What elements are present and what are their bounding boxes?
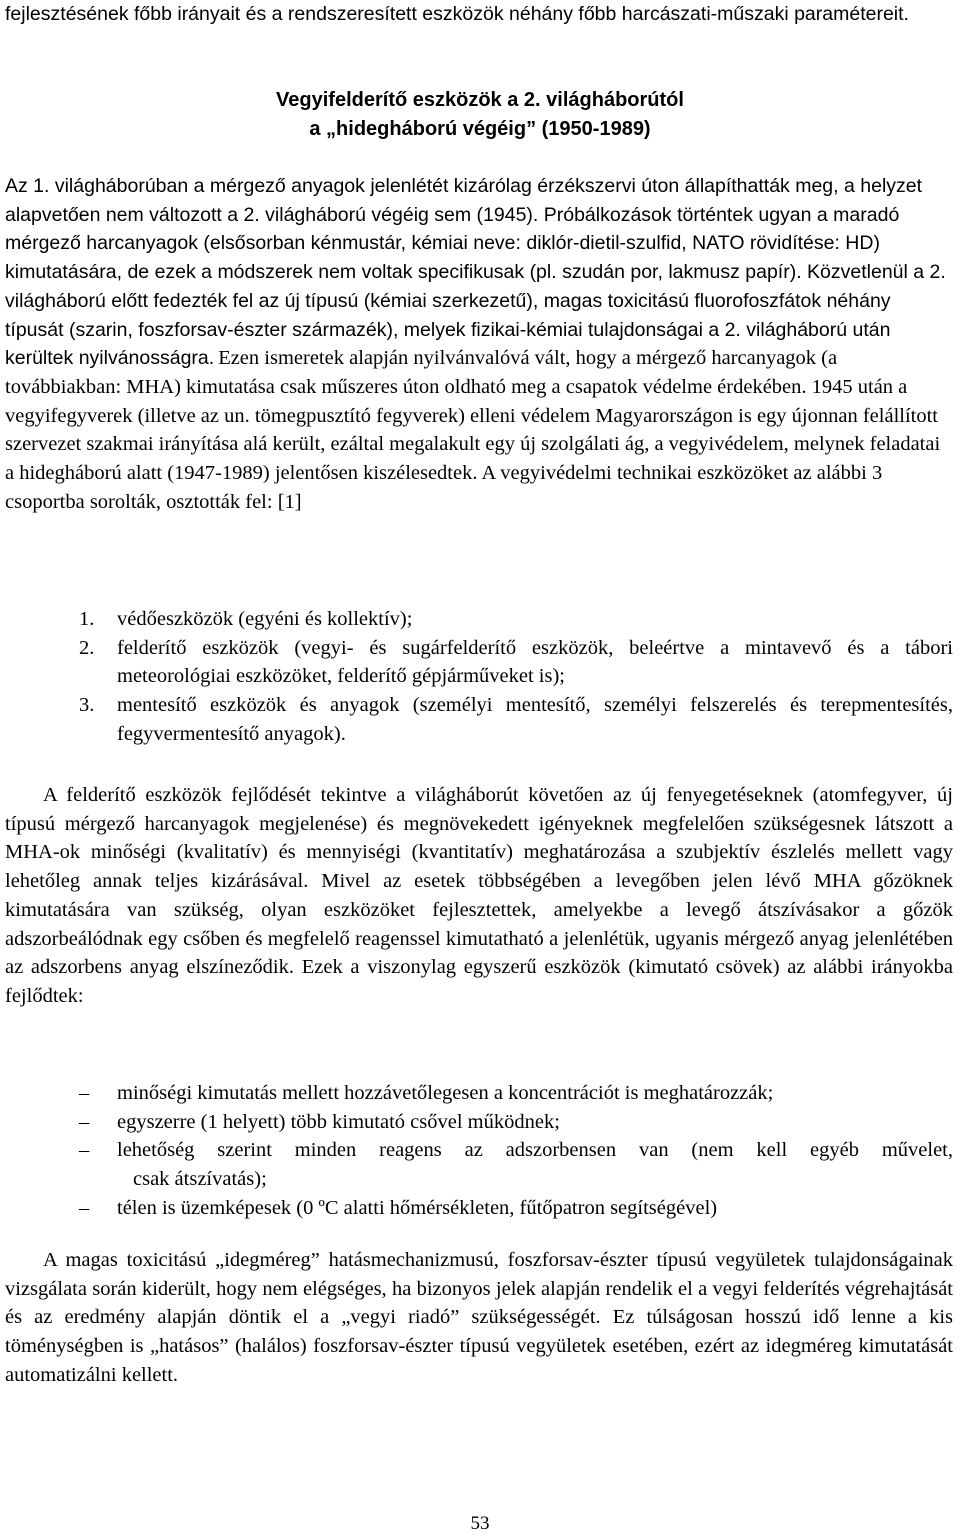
list-item-continuation: csak átszívatás); — [133, 1168, 267, 1191]
numbered-list — [5, 605, 953, 749]
section-heading — [0, 86, 960, 143]
list-item-text: mentesítő eszközök és anyagok (személyi mentesítő, személyi felszerelés és terepmentesítés, fegyvermentesítő anyagok). — [117, 694, 953, 745]
dash-bullet: – — [79, 1196, 90, 1219]
list-item — [5, 634, 953, 691]
list-item-number: 3. — [79, 694, 95, 717]
page-number: 53 — [470, 1513, 490, 1534]
paragraph-1 — [5, 172, 953, 516]
heading-line-2: a „hidegháború végéig” (1950-1989) — [309, 117, 651, 140]
list-item-text: lehetőség szerint minden reagens az adszorbensen van (nem kell egyéb művelet, — [117, 1139, 953, 1162]
paragraph-3: A magas toxicitású „idegméreg” hatásmechanizmusú, foszforsav-észter típusú vegyületek tulajdonságainak vizsgálata során kiderült, hogy nem elégséges, ha bizonyos jelek alapján rendelik el a vegyi felderítés végrehajtását és az eredmény alapján döntik el a „vegyi riadó” szükségességét. Ez túlságosan hosszú idő lenne a kis töménységben is „hatásos” (halálos) foszforsav-észter típusú vegyületek esetében, ezért az idegméreg kimutatását automatizálni kellett. — [5, 1249, 953, 1386]
dash-bullet: – — [79, 1082, 90, 1104]
list-item-text: egyszerre (1 helyett) több kimutató csővel működnek; — [117, 1110, 560, 1133]
list-item-text: télen is üzemképesek (0 ºC alatti hőmérsékleten, fűtőpatron segítségével) — [117, 1196, 718, 1219]
list-item-text: felderítő eszközök (vegyi- és sugárfelderítő eszközök, beleértve a mintavevő és a tábori meteorológiai eszközöket, felderítő gépjárműveket is); — [117, 636, 953, 688]
dash-bullet: – — [79, 1110, 90, 1133]
list-item — [5, 1108, 953, 1137]
list-item-number: 1. — [79, 608, 95, 630]
paragraph-1-serif-part: Ezen ismeretek alapján nyilvánvalóvá vált, hogy a mérgező harcanyagok (a továbbiakban: MHA) kimutatása csak műszeres úton oldható meg a csapatok védelme érdekében. 1945 után a vegyifegyverek (illetve az un. tömegpusztító fegyverek) elleni védelem Magyarországon is egy újonnan felállított szervezet szakmai irányítása alá került, ezáltal megalakult egy új szolgálati ág, a vegyivédelem, melynek feladatai a hidegháború alatt (1947-1989) jelentősen kiszélesedtek. A vegyivédelmi technikai eszközöket az alábbi 3 csoportba sorolták, osztották fel: [1] — [5, 347, 941, 513]
intro-paragraph: fejlesztésének főbb irányait és a rendszeresített eszközök néhány főbb harcászati-műszaki paramétereit. — [5, 3, 909, 25]
list-item-number: 2. — [79, 636, 95, 659]
list-item — [5, 691, 953, 748]
list-item-text: minőségi kimutatás mellett hozzávetőlegesen a koncentrációt is meghatározzák; — [117, 1082, 774, 1104]
dash-bullet: – — [79, 1139, 90, 1162]
list-item-text: védőeszközök (egyéni és kollektív); — [117, 608, 413, 630]
list-item — [5, 605, 953, 634]
paragraph-1-sans-part: Az 1. világháborúban a mérgező anyagok jelenlétét kizárólag érzékszervi úton állapíthatták meg, a helyzet alapvetően nem változott a 2. világháború végéig sem (1945). Próbálkozások történtek ugyan a maradó mérgező harcanyagok (elsősorban kénmustár, kémiai neve: diklór-dietil-szulfid, NATO rövidítése: HD) kimutatására, de ezek a módszerek nem voltak specifikusak (pl. szudán por, lakmusz papír). Közvetlenül a 2. világháború előtt fedezték fel az új típusú (kémiai szerkezetű), magas toxicitású fluorofoszfátok néhány típusát (szarin, foszforsav-észter származék), melyek fizikai-kémiai tulajdonságai a 2. világháború után kerültek nyilvánosságra. — [5, 175, 946, 370]
list-item — [5, 1079, 953, 1108]
list-item — [5, 1194, 953, 1223]
heading-line-1: Vegyifelderítő eszközök a 2. világháborútól — [276, 89, 684, 111]
dash-list — [5, 1079, 953, 1223]
paragraph-2: A felderítő eszközök fejlődését tekintve a világháborút követően az új fenyegetéseknek (atomfegyver, új típusú mérgező harcanyagok megjelenése) és megnövekedett igényeknek megfelelően szükségesnek látszott a MHA-ok minőségi (kvalitatív) és mennyiségi (kvantitatív) meghatározása a szubjektív észlelés mellett vagy lehetőleg annak teljes kizárásával. Mivel az esetek többségében a levegőben jelen lévő MHA gőzöknek kimutatására van szükség, olyan eszközöket fejlesztettek, amelyekbe a levegő átszívásakor a gőzök adszorbeálódnak egy csőben és megfelelő reagenssel kimutatható a jelenlétük, ugyanis mérgező anyag jelenlétében az adszorbens anyag elszíneződik. Ezek a viszonylag egyszerű eszközök (kimutató csövek) az alábbi irányokba fejlődtek: — [5, 784, 953, 1007]
list-item — [5, 1136, 953, 1193]
